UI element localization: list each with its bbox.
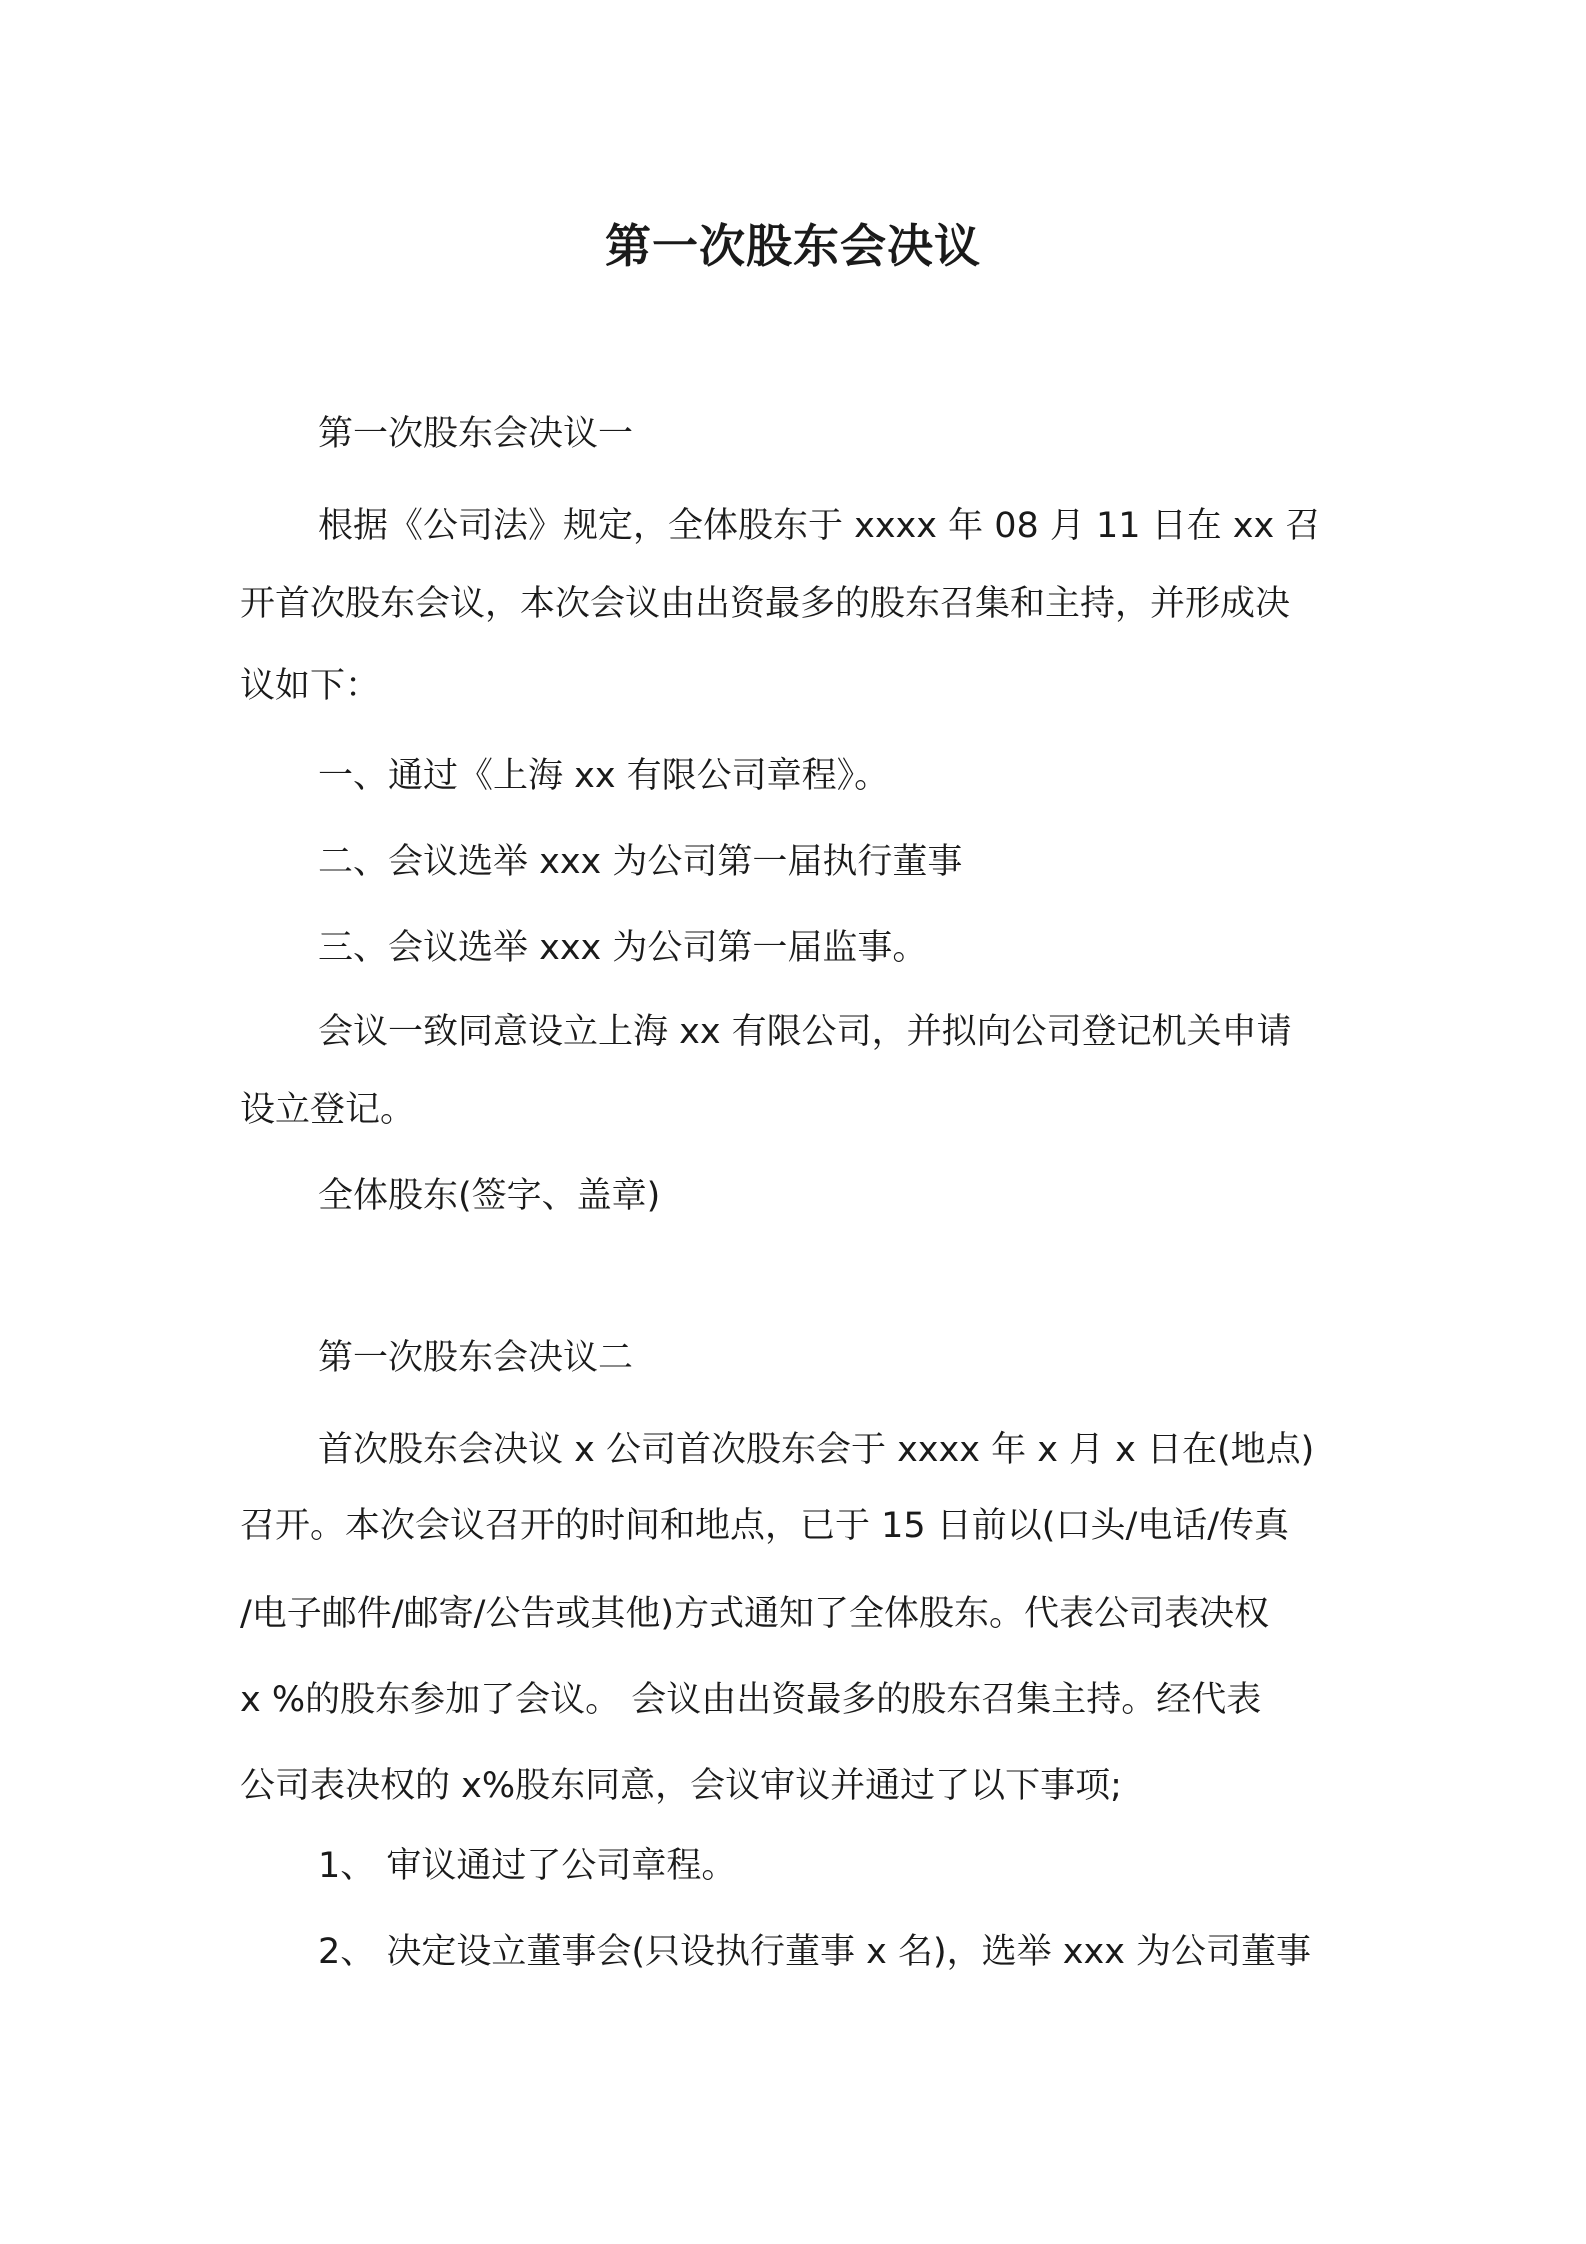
section2-para1-line1: 首次股东会决议 x 公司首次股东会于 xxxx 年 x 月 x 日在(地点) [318, 1430, 1315, 1470]
section2-item-2: 2、 决定设立董事会(只设执行董事 x 名)，选举 xxx 为公司董事 [318, 1932, 1312, 1972]
section1-para1-line1: 根据《公司法》规定，全体股东于 xxxx 年 08 月 11 日在 xx 召 [318, 506, 1321, 546]
section1-signature: 全体股东(签字、盖章) [318, 1176, 661, 1216]
section1-item-2: 二、会议选举 xxx 为公司第一届执行董事 [318, 842, 963, 882]
section1-item-1: 一、通过《上海 xx 有限公司章程》。 [318, 756, 890, 796]
section1-para1-line2: 开首次股东会议，本次会议由出资最多的股东召集和主持，并形成决 [240, 584, 1291, 624]
section2-para1-line3: /电子邮件/邮寄/公告或其他)方式通知了全体股东。代表公司表决权 [240, 1594, 1270, 1634]
section1-para2-line2: 设立登记。 [240, 1090, 416, 1130]
page-title: 第一次股东会决议 [605, 219, 981, 273]
section1-item-3: 三、会议选举 xxx 为公司第一届监事。 [318, 928, 928, 968]
section1-heading: 第一次股东会决议一 [318, 414, 634, 454]
section2-heading: 第一次股东会决议二 [318, 1338, 634, 1378]
section2-item-1: 1、 审议通过了公司章程。 [318, 1846, 737, 1886]
section1-para2-line1: 会议一致同意设立上海 xx 有限公司，并拟向公司登记机关申请 [318, 1012, 1292, 1052]
section2-para1-line4: x %的股东参加了会议。 会议由出资最多的股东召集主持。经代表 [240, 1680, 1262, 1720]
section1-para1-line3: 议如下： [240, 666, 381, 706]
section2-para1-line5: 公司表决权的 x%股东同意，会议审议并通过了以下事项; [240, 1766, 1122, 1806]
section2-para1-line2: 召开。本次会议召开的时间和地点，已于 15 日前以(口头/电话/传真 [240, 1506, 1290, 1546]
